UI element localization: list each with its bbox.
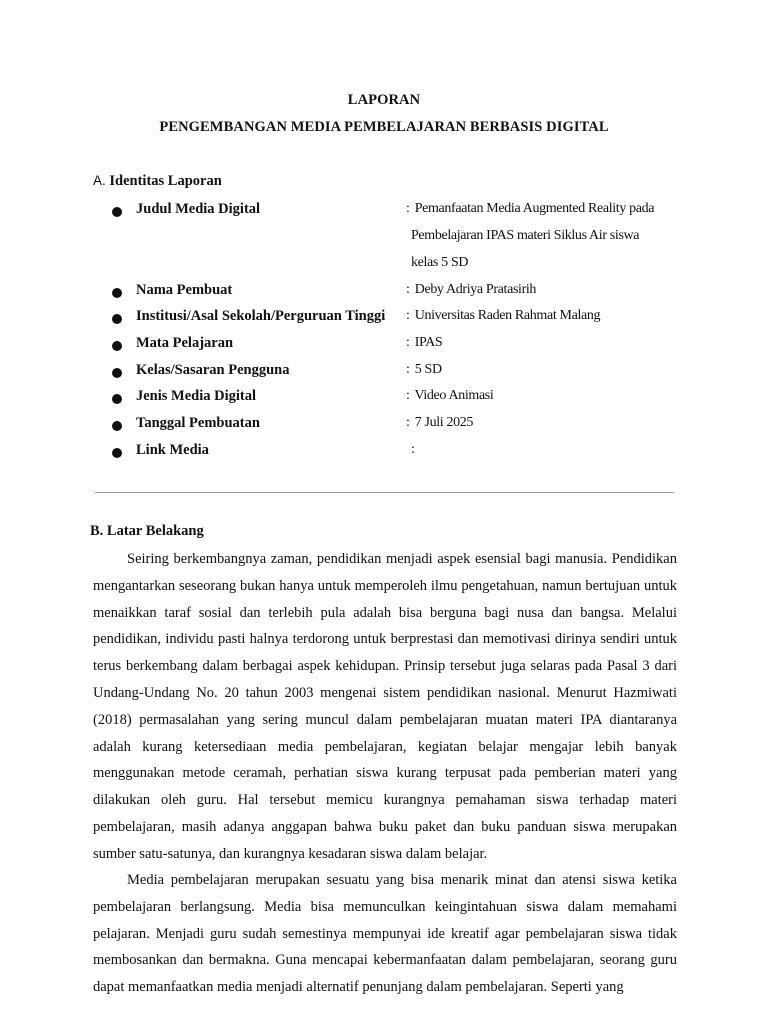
identity-value-text: Pembelajaran IPAS materi Siklus Air siswa [411, 228, 640, 243]
section-a-title: Identitas Laporan [109, 173, 222, 189]
identity-separator: : [406, 362, 410, 377]
identity-value-text: IPAS [414, 335, 443, 350]
identity-value [406, 362, 442, 378]
report-title: LAPORAN [347, 92, 421, 108]
identity-value-text: Universitas Raden Rahmat Malang [414, 308, 601, 323]
identity-item [0, 308, 768, 328]
identity-value-text: Deby Adriya Pratasirih [414, 282, 537, 297]
report-subtitle: PENGEMBANGAN MEDIA PEMBELAJARAN BERBASIS DIGITAL [159, 119, 609, 135]
identity-value [406, 415, 473, 431]
identity-label: Mata Pelajaran [136, 335, 234, 351]
identity-separator: : [406, 201, 410, 216]
identity-value [406, 388, 493, 404]
bullet-icon [112, 288, 122, 298]
section-b-title: Latar Belakang [106, 523, 204, 539]
identity-separator: : [406, 335, 410, 350]
body-paragraph: Seiring berkembangnya zaman, pendidikan menjadi aspek esensial bagi manusia. Pendidikan mengantarkan seseorang bukan hanya untuk memperoleh ilmu pengetahuan, namun bertujuan untuk menaikkan taraf sosial dan terlebih pula adalah bisa berguna bagi nusa dan bangsa. Melalui pendidikan, individu pasti halnya terdorong untuk berprestasi dan memotivasi dirinya sendiri untuk terus berkembang dalam berbagai aspek kehidupan. Prinsip tersebut juga selaras pada Pasal 3 dari Undang-Undang No. 20 tahun 2003 mengenai sistem pendidikan nasional. Menurut Hazmiwati (2018) permasalahan yang sering muncul dalam pembelajaran muatan materi IPA diantaranya adalah kurang ketersediaan media pembelajaran, kegiatan belajar mengajar lebih banyak menggunakan metode ceramah, perhatian siswa kurang terpusat pada pemberian materi yang dilakukan oleh guru. Hal tersebut memicu kurangnya pemahaman siswa terhadap materi pembelajaran, masih adanya anggapan bahwa buku paket dan buku panduan siswa merupakan sumber satu-satunya, dan kurangnya kesadaran siswa dalam belajar. [93, 551, 677, 862]
bullet-icon [112, 368, 122, 378]
identity-separator: : [406, 308, 410, 323]
identity-label: Nama Pembuat [136, 282, 233, 298]
bullet-icon [112, 314, 122, 324]
section-b-letter: B. [90, 523, 104, 539]
identity-label: Kelas/Sasaran Pengguna [136, 362, 290, 378]
bullet-icon [112, 207, 122, 217]
identity-item [0, 335, 768, 355]
identity-value [406, 201, 654, 217]
bullet-icon [112, 448, 122, 458]
identity-item [0, 282, 768, 302]
identity-value-text: kelas 5 SD [411, 255, 469, 270]
identity-item-continuation [0, 255, 768, 275]
identity-separator: : [411, 442, 415, 457]
identity-item [0, 388, 768, 408]
identity-item [0, 415, 768, 435]
bullet-icon [112, 394, 122, 404]
identity-item [0, 201, 768, 221]
body-paragraph: Media pembelajaran merupakan sesuatu yang bisa menarik minat dan atensi siswa ketika pembelajaran berlangsung. Media bisa memunculkan keingintahuan siswa dalam memahami pelajaran. Menjadi guru sudah semestinya mempunyai ide kreatif agar pembelajaran siswa tidak membosankan dan bermakna. Guna mencapai kebermanfaatan dalam pembelajaran, seorang guru dapat memanfaatkan media menjadi alternatif penunjang dalam pembelajaran. Seperti yang [93, 872, 677, 996]
identity-value-text: 7 Juli 2025 [414, 415, 474, 430]
identity-separator: : [406, 415, 410, 430]
identity-value [406, 282, 536, 298]
identity-item-continuation [0, 228, 768, 248]
bullet-icon [112, 421, 122, 431]
identity-value-text: Video Animasi [414, 388, 494, 403]
section-divider [95, 492, 674, 493]
identity-label: Institusi/Asal Sekolah/Perguruan Tinggi [136, 308, 386, 324]
section-a-heading [93, 173, 222, 190]
section-b-heading [90, 523, 204, 540]
identity-item [0, 442, 768, 462]
identity-label: Judul Media Digital [136, 201, 261, 217]
identity-label: Tanggal Pembuatan [136, 415, 260, 431]
identity-value-text: 5 SD [414, 362, 442, 377]
identity-label: Jenis Media Digital [136, 388, 257, 404]
identity-value [406, 308, 600, 324]
identity-separator: : [406, 388, 410, 403]
bullet-icon [112, 341, 122, 351]
identity-item [0, 362, 768, 382]
identity-label: Link Media [136, 442, 209, 458]
identity-value [406, 335, 442, 351]
identity-value [411, 442, 417, 458]
identity-separator: : [406, 282, 410, 297]
section-a-letter: A. [93, 173, 106, 188]
identity-value-text: Pemanfaatan Media Augmented Reality pada [414, 201, 655, 216]
